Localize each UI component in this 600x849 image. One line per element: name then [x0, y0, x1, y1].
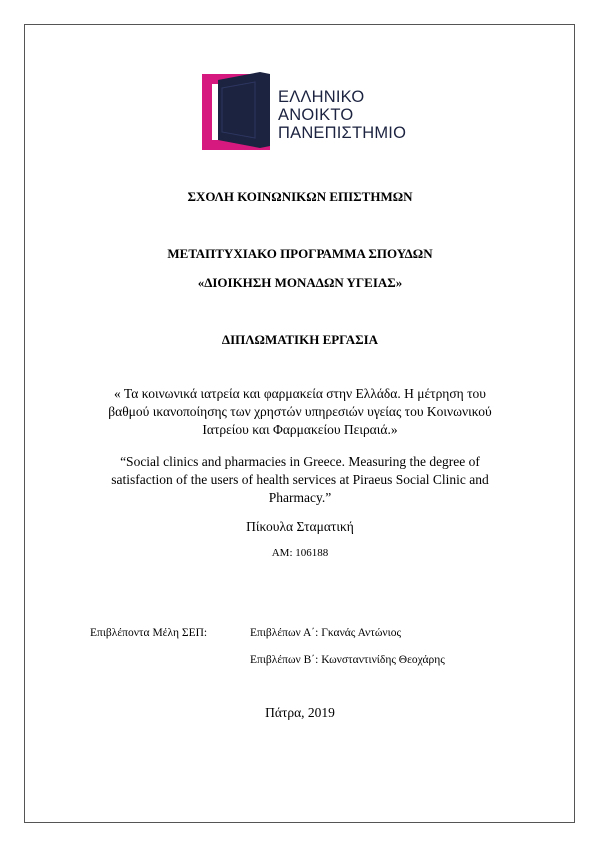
- committee-label: Επιβλέποντα Μέλη ΣΕΠ:: [90, 627, 208, 639]
- place-date: Πάτρα, 2019: [265, 705, 335, 720]
- title-greek: [0, 385, 600, 439]
- supervisor-a: Επιβλέπων Α΄: Γκανάς Αντώνιος: [250, 627, 402, 639]
- thesis-type: ΔΙΠΛΩΜΑΤΙΚΗ ΕΡΓΑΣΙΑ: [221, 332, 379, 347]
- school-name: ΣΧΟΛΗ ΚΟΙΝΩΝΙΚΩΝ ΕΠΙΣΤΗΜΩΝ: [187, 189, 413, 204]
- author-name: Πίκουλα Σταματική: [246, 519, 354, 534]
- title-english-line-3: Pharmacy.”: [268, 490, 332, 505]
- logo-line-3: ΠΑΝΕΠΙΣΤΗΜΙΟ: [278, 124, 407, 142]
- logo-text: [278, 88, 406, 142]
- title-greek-line-1: « Τα κοινωνικά ιατρεία και φαρμακεία στην Ελλάδα. Η μέτρηση του: [114, 386, 486, 401]
- title-english-line-2: satisfaction of the users of health services at Piraeus Social Clinic and: [111, 472, 489, 487]
- student-id: ΑΜ: 106188: [271, 547, 329, 559]
- title-greek-line-2: βαθμού ικανοποίησης των χρηστών υπηρεσιών υγείας του Κοινωνικού: [108, 404, 492, 419]
- title-english-line-1: “Social clinics and pharmacies in Greece. Measuring the degree of: [120, 454, 480, 469]
- logo-line-2: ΑΝΟΙΚΤΟ: [278, 106, 354, 124]
- logo-inner-shape: [222, 82, 255, 138]
- supervisor-b: Επιβλέπων Β΄: Κωνσταντινίδης Θεοχάρης: [250, 654, 445, 666]
- logo-line-1: ΕΛΛΗΝΙΚΟ: [278, 88, 365, 106]
- title-greek-line-3: Ιατρείου και Φαρμακείου Πειραιά.»: [202, 422, 398, 437]
- program-line-1: ΜΕΤΑΠΤΥΧΙΑΚΟ ΠΡΟΓΡΑΜΜΑ ΣΠΟΥΔΩΝ: [167, 246, 433, 261]
- title-english: [0, 453, 600, 507]
- program-line-2: «ΔΙΟΙΚΗΣΗ ΜΟΝΑΔΩΝ ΥΓΕΙΑΣ»: [197, 275, 403, 290]
